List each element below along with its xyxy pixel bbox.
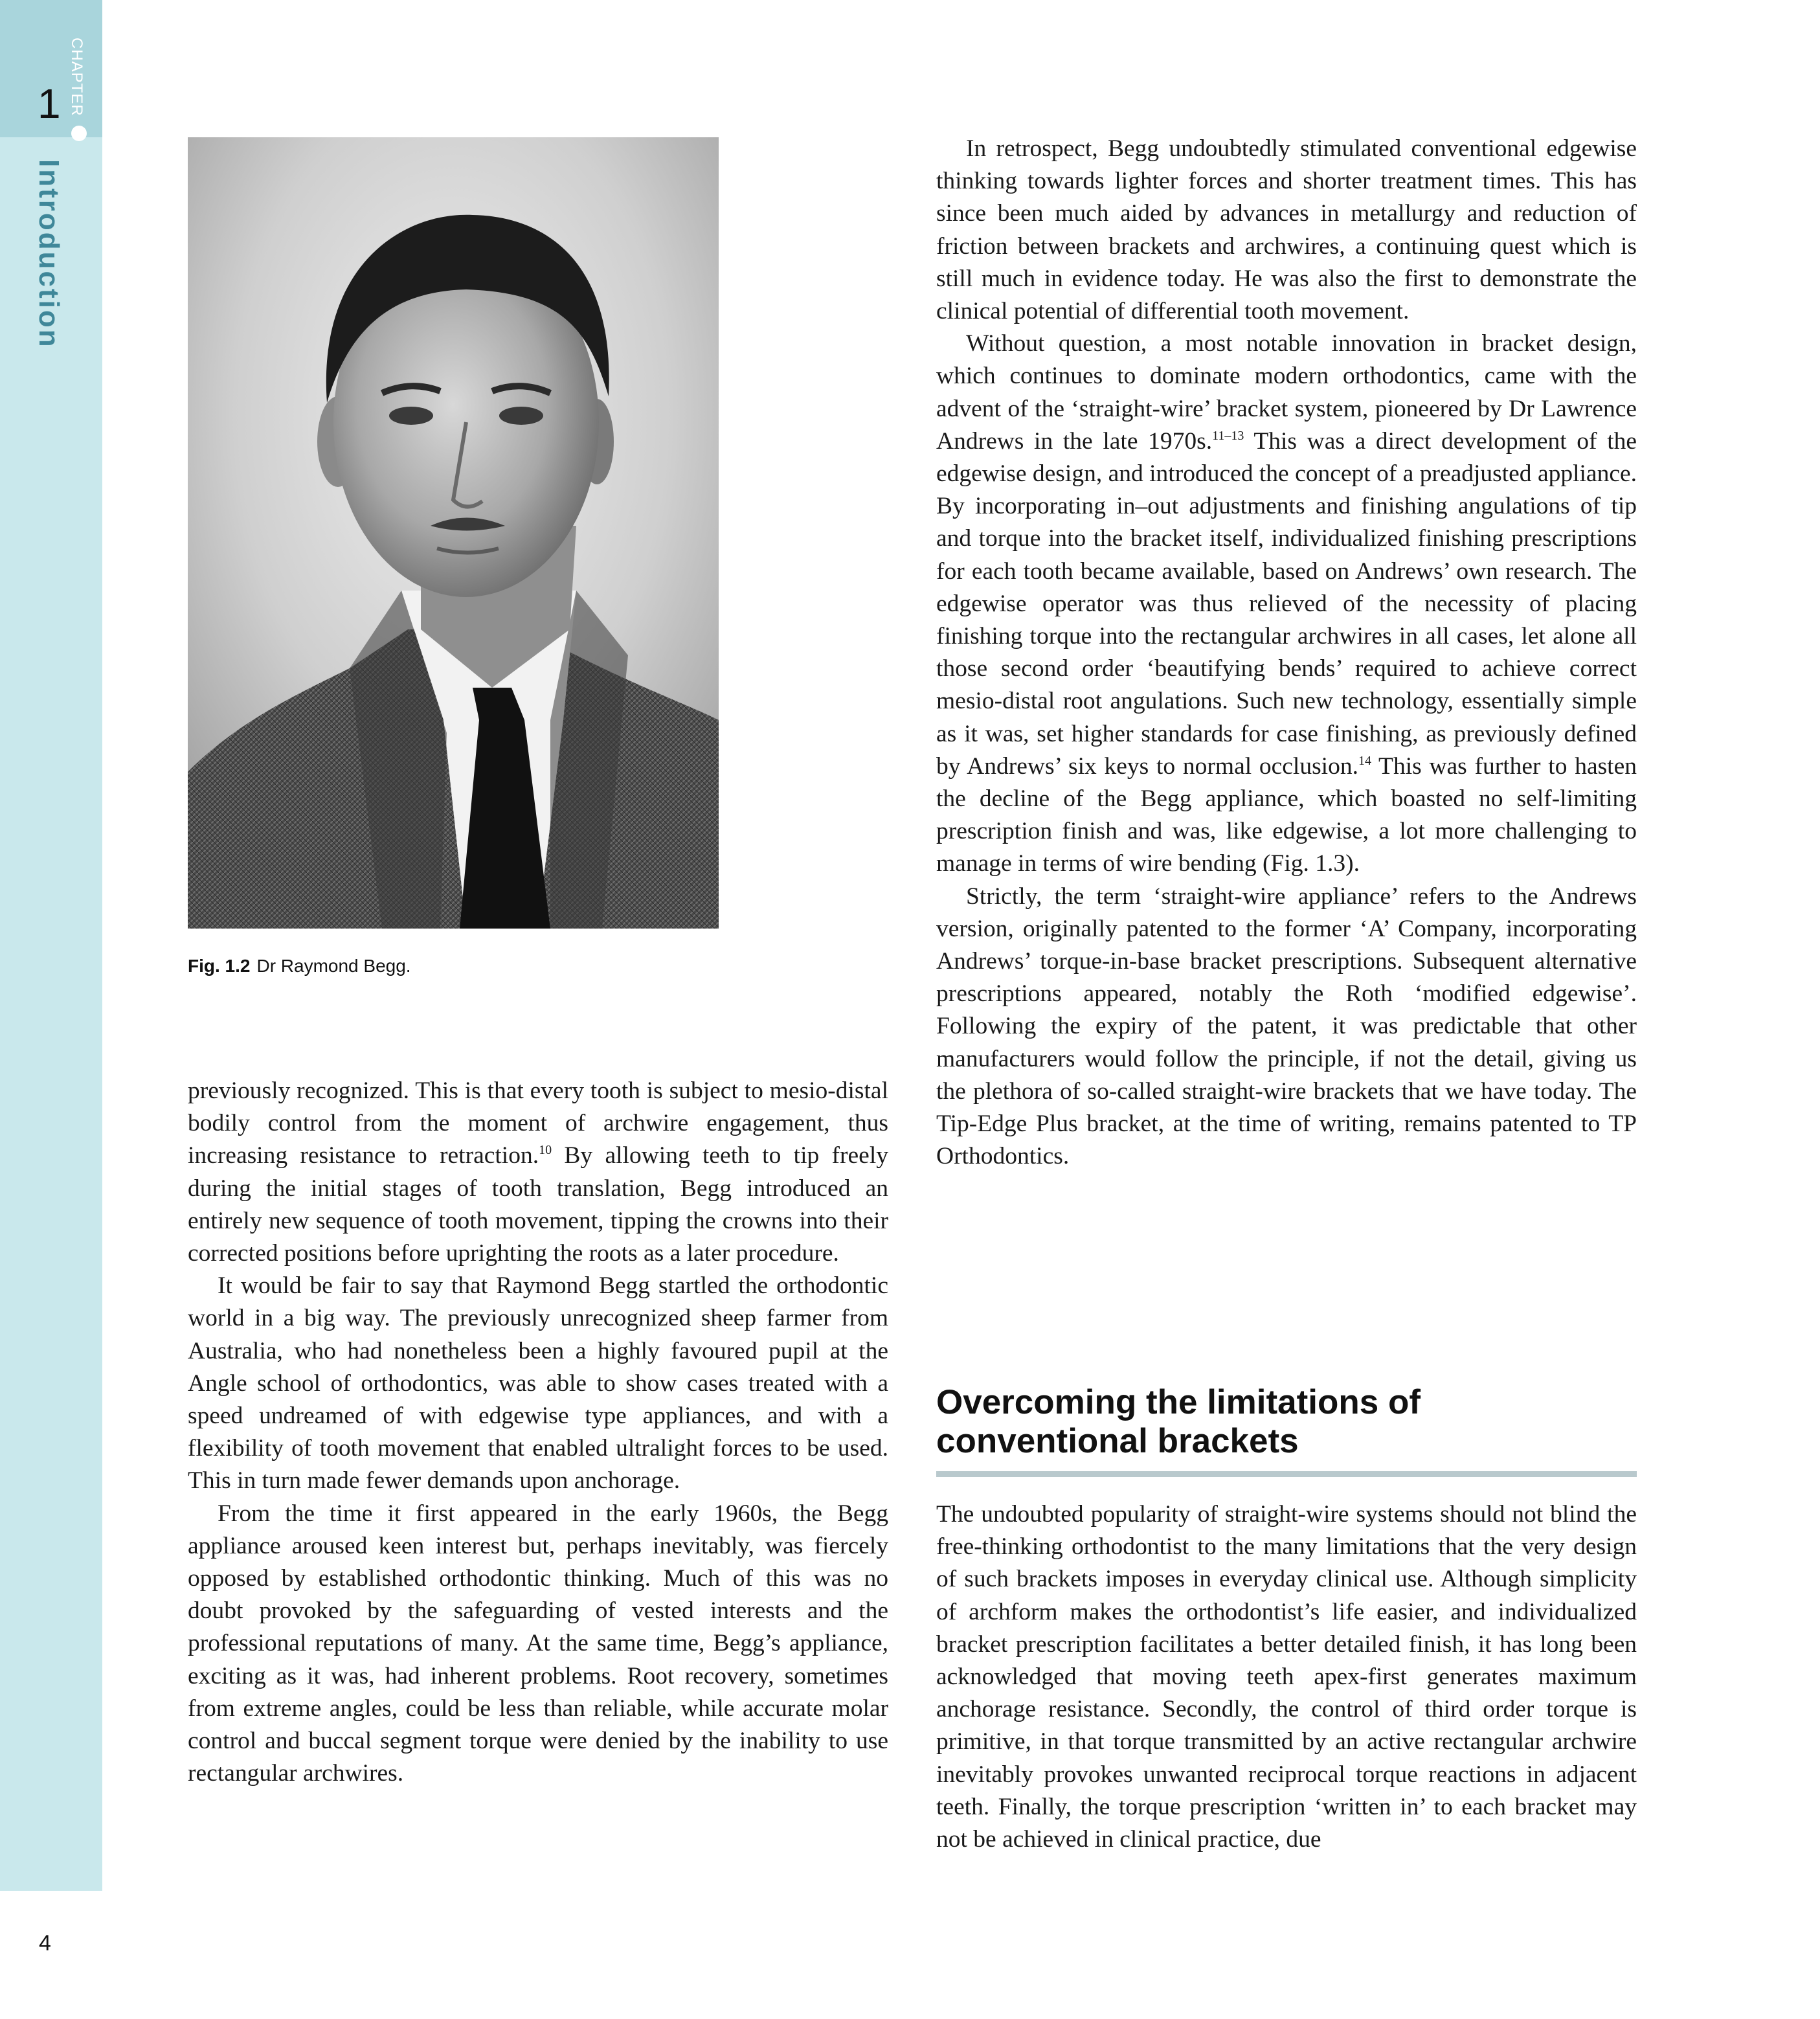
right-p2-text-a: Without question, a most notable innovation in bracket design, which continues to dominate modern orthodontics, came with the advent of the ‘straight-wire’ bracket system, pioneered by Dr Lawrence Andrews in the late 1970s. (936, 330, 1637, 455)
left-paragraph-3: From the time it first appeared in the early 1960s, the Begg appliance aroused keen interest but, perhaps inevitably, was fiercely opposed by established orthodontic thinking. Much of this was no doubt provoked by the safeguarding of vested interests and the professional reputations of many. At the same time, Begg’s appliance, exciting as it was, had inherent problems. Root recovery, sometimes from extreme angles, could be less than reliable, while accurate molar control and buccal segment torque were denied by the inability to use rectangular archwires. (188, 1500, 888, 1787)
right-column-top (936, 133, 1637, 1173)
reference-11-13: 11–13 (1212, 428, 1244, 443)
chapter-tab (0, 0, 102, 137)
chapter-number: 1 (38, 80, 61, 127)
right-column-bottom (936, 1498, 1637, 1856)
left-p1-text-b: By allowing teeth to tip freely during the initial stages of tooth translation, Begg introduced an entirely new sequence of tooth movement, tipping the crowns into their corrected positions before uprighting the roots as a later procedure. (188, 1142, 888, 1267)
left-column (188, 1075, 888, 1790)
chapter-label: CHAPTER (68, 38, 85, 117)
right-p2-text-b: This was a direct development of the edgewise design, and introduced the concept of a preadjusted appliance. By incorporating in–out adjustments and finishing angulations of tip and torque into the bracket itself, individualized finishing prescriptions for each tooth became available, based on Andrews’ own research. The edgewise operator was thus relieved of the necessity of placing finishing torque into the rectangular archwires in all cases, let alone all those second order ‘beautifying bends’ required to achieve correct mesio-distal root angulations. Such new technology, essentially simple as it was, set higher standards for case finishing, as previously defined by Andrews’ six keys to normal occlusion. (936, 427, 1637, 780)
reference-14: 14 (1358, 753, 1371, 768)
chapter-dot-icon (71, 126, 87, 141)
chapter-sidebar (0, 0, 102, 1891)
right-paragraph-1: In retrospect, Begg undoubtedly stimulated conventional edgewise thinking towards lighter forces and shorter treatment times. This has since been much aided by advances in metallurgy and reduction of friction between brackets and archwires, a continuing quest which is still much in evidence today. He was also the first to demonstrate the clinical potential of differential tooth movement. (936, 135, 1637, 325)
figure-label: Fig. 1.2 (188, 956, 251, 976)
portrait-illustration (188, 137, 719, 929)
right-paragraph-3: Strictly, the term ‘straight-wire appliance’ refers to the Andrews version, originally patented to the former ‘A’ Company, incorporating Andrews’ torque-in-base bracket prescriptions. Subsequent alternative prescriptions appeared, notably the Roth ‘modified edgewise’. Following the expiry of the patent, it was predictable that other manufacturers would follow the principle, if not the detail, giving us the plethora of so-called straight-wire brackets that we have today. The Tip-Edge Plus bracket, at the time of writing, remains patented to TP Orthodontics. (936, 883, 1637, 1170)
right-paragraph-2 (936, 328, 1637, 880)
left-paragraph-1 (188, 1075, 888, 1270)
figure-caption (188, 956, 719, 976)
portrait-photo (188, 137, 719, 929)
page-number: 4 (39, 1931, 51, 1956)
left-paragraph-2: It would be fair to say that Raymond Begg startled the orthodontic world in a big way. The previously unrecognized sheep farmer from Australia, who had nonetheless been a highly favoured pupil at the Angle school of orthodontics, was able to show cases treated with a speed undreamed of with edgewise type appliances, and with a flexibility of tooth movement that enabled ultralight forces to be used. This in turn made fewer demands upon anchorage. (188, 1272, 888, 1495)
figure-caption-text: Dr Raymond Begg. (256, 956, 411, 976)
heading-rule (936, 1471, 1637, 1477)
left-p1-text-a: previously recognized. This is that every tooth is subject to mesio-distal bodily control from the moment of archwire engagement, thus increasing resistance to retraction. (188, 1077, 888, 1169)
right-p2-text-c: This was further to hasten the decline of the Begg appliance, which boasted no self-limiting prescription finish and was, like edgewise, a lot more challenging to manage in terms of wire bending (Fig. 1.3). (936, 752, 1637, 877)
section-title: Introduction (33, 159, 65, 349)
section-heading: Overcoming the limitations of conventional brackets (936, 1383, 1421, 1460)
reference-10: 10 (539, 1143, 552, 1158)
right-paragraph-4: The undoubted popularity of straight-wire systems should not blind the free-thinking orthodontist to the many limitations that the very design of such brackets imposes in everyday clinical use. Although simplicity of archform makes the orthodontist’s life easier, and individualized bracket prescription facilitates a better detailed finish, it has long been acknowledged that moving teeth apex-first generates maximum anchorage resistance. Secondly, the control of third order torque is primitive, in that torque transmitted by an active rectangular archwire inevitably provokes unwanted reciprocal torque reactions in adjacent teeth. Finally, the torque prescription ‘written in’ to each bracket may not be achieved in clinical practice, due (936, 1501, 1637, 1853)
